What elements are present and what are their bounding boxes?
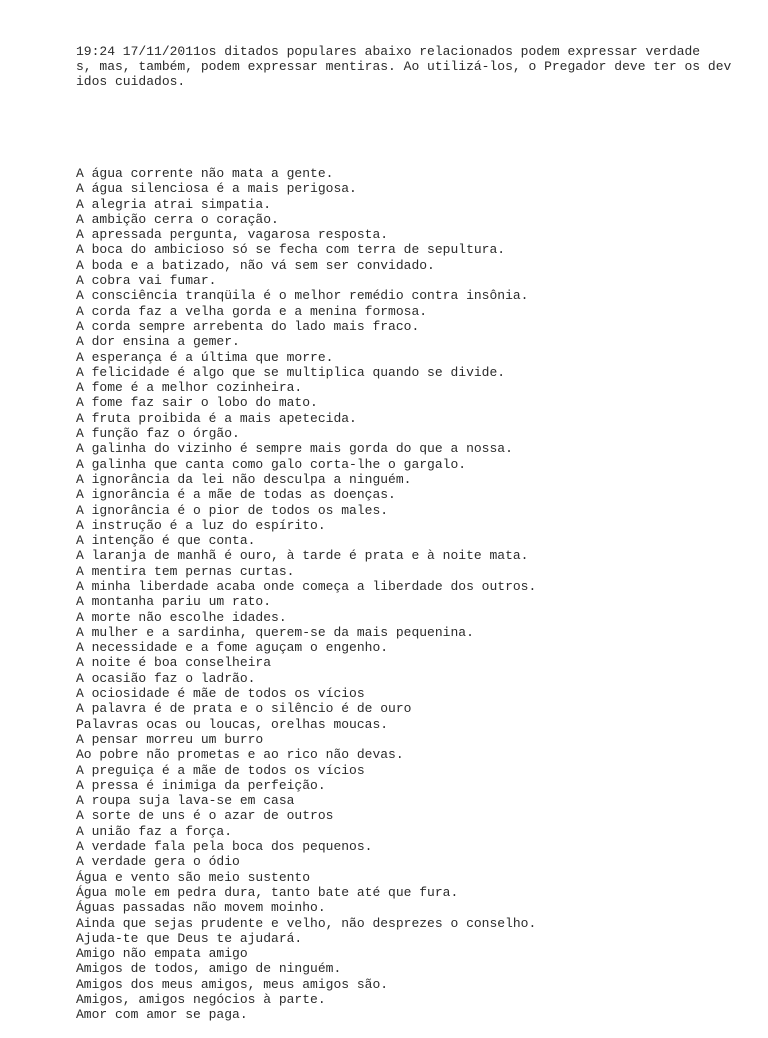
header-line: idos cuidados. bbox=[76, 74, 186, 90]
proverb-line: Amigos de todos, amigo de ninguém. bbox=[76, 961, 342, 977]
proverb-line: Ainda que sejas prudente e velho, não desprezes o conselho. bbox=[76, 915, 537, 931]
proverb-line: A felicidade é algo que se multiplica quando se divide. bbox=[76, 364, 506, 380]
proverb-line: A montanha pariu um rato. bbox=[76, 594, 272, 610]
proverb-line: A boca do ambicioso só se fecha com terra de sepultura. bbox=[76, 242, 506, 258]
proverb-line: A necessidade e a fome aguçam o engenho. bbox=[76, 640, 389, 656]
proverb-line: A corda sempre arrebenta do lado mais fraco. bbox=[76, 318, 420, 334]
proverb-line: A laranja de manhã é ouro, à tarde é prata e à noite mata. bbox=[76, 548, 529, 564]
proverb-line: A corda faz a velha gorda e a menina formosa. bbox=[76, 303, 428, 319]
proverb-line: Amigos, amigos negócios à parte. bbox=[76, 992, 326, 1007]
proverb-line: A pensar morreu um burro bbox=[76, 731, 264, 747]
proverb-line: A roupa suja lava-se em casa bbox=[76, 793, 295, 809]
proverb-line: A água corrente não mata a gente. bbox=[76, 165, 334, 181]
proverb-line: A preguiça é a mãe de todos os vícios bbox=[76, 762, 365, 778]
proverb-list bbox=[76, 166, 756, 1023]
proverb-line: A intenção é que conta. bbox=[76, 533, 256, 549]
proverb-line: Água mole em pedra dura, tanto bate até que fura. bbox=[76, 884, 459, 900]
proverb-line: A consciência tranqüila é o melhor remédio contra insônia. bbox=[76, 288, 529, 304]
proverb-line: A cobra vai fumar. bbox=[76, 273, 217, 289]
proverb-line: A boda e a batizado, não vá sem ser convidado. bbox=[76, 257, 435, 273]
proverb-line: A fome faz sair o lobo do mato. bbox=[76, 395, 318, 411]
proverb-line: A função faz o órgão. bbox=[76, 426, 240, 442]
proverb-line: A alegria atrai simpatia. bbox=[76, 196, 272, 212]
proverb-line: A pressa é inimiga da perfeição. bbox=[76, 777, 326, 793]
proverb-line: A sorte de uns é o azar de outros bbox=[76, 808, 334, 824]
header-line: 19:24 17/11/2011os ditados populares abaixo relacionados podem expressar verdade bbox=[76, 43, 701, 59]
proverb-line: A ocasião faz o ladrão. bbox=[76, 670, 256, 686]
proverb-line: A ignorância da lei não desculpa a ninguém. bbox=[76, 471, 412, 487]
proverb-line: Palavras ocas ou loucas, orelhas moucas. bbox=[76, 716, 389, 732]
proverb-line: Ao pobre não prometas e ao rico não devas. bbox=[76, 747, 404, 763]
proverb-line: A apressada pergunta, vagarosa resposta. bbox=[76, 227, 389, 243]
proverb-line: A fruta proibida é a mais apetecida. bbox=[76, 410, 357, 426]
proverb-line: Água e vento são meio sustento bbox=[76, 869, 311, 885]
proverb-line: A galinha que canta como galo corta-lhe o gargalo. bbox=[76, 456, 467, 472]
proverb-line: A esperança é a última que morre. bbox=[76, 349, 334, 365]
proverb-line: A mentira tem pernas curtas. bbox=[76, 563, 295, 579]
proverb-line: A ociosidade é mãe de todos os vícios bbox=[76, 686, 365, 702]
proverb-line: A ignorância é a mãe de todas as doenças. bbox=[76, 487, 396, 503]
proverb-line: A fome é a melhor cozinheira. bbox=[76, 380, 303, 396]
proverb-line: A verdade fala pela boca dos pequenos. bbox=[76, 839, 373, 855]
header-line: s, mas, também, podem expressar mentiras. Ao utilizá-los, o Pregador deve ter os dev bbox=[76, 58, 732, 74]
proverb-line: A noite é boa conselheira bbox=[76, 655, 272, 671]
proverb-line: A minha liberdade acaba onde começa a liberdade dos outros. bbox=[76, 578, 537, 594]
proverb-line: A mulher e a sardinha, querem-se da mais pequenina. bbox=[76, 624, 474, 640]
proverb-line: Amigo não empata amigo bbox=[76, 946, 248, 962]
proverb-line: A dor ensina a gemer. bbox=[76, 334, 240, 350]
blank-line bbox=[76, 120, 756, 135]
proverb-line: A galinha do vizinho é sempre mais gorda do que a nossa. bbox=[76, 441, 513, 457]
proverb-line: A união faz a força. bbox=[76, 823, 233, 839]
proverb-line: Águas passadas não movem moinho. bbox=[76, 900, 326, 916]
proverb-line: Ajuda-te que Deus te ajudará. bbox=[76, 930, 303, 946]
proverb-line: A instrução é a luz do espírito. bbox=[76, 517, 326, 533]
proverb-line: A ignorância é o pior de todos os males. bbox=[76, 502, 389, 518]
proverb-line: A morte não escolhe idades. bbox=[76, 609, 287, 625]
proverb-line: Amor com amor se paga. bbox=[76, 1007, 248, 1023]
proverb-line: A água silenciosa é a mais perigosa. bbox=[76, 181, 357, 197]
document-text bbox=[76, 13, 756, 1038]
proverb-line: A verdade gera o ódio bbox=[76, 854, 240, 870]
proverb-line: A palavra é de prata e o silêncio é de ouro bbox=[76, 701, 412, 717]
document-header bbox=[76, 44, 756, 90]
proverb-line: Amigos dos meus amigos, meus amigos são. bbox=[76, 976, 389, 992]
proverb-line: A ambição cerra o coração. bbox=[76, 211, 279, 227]
